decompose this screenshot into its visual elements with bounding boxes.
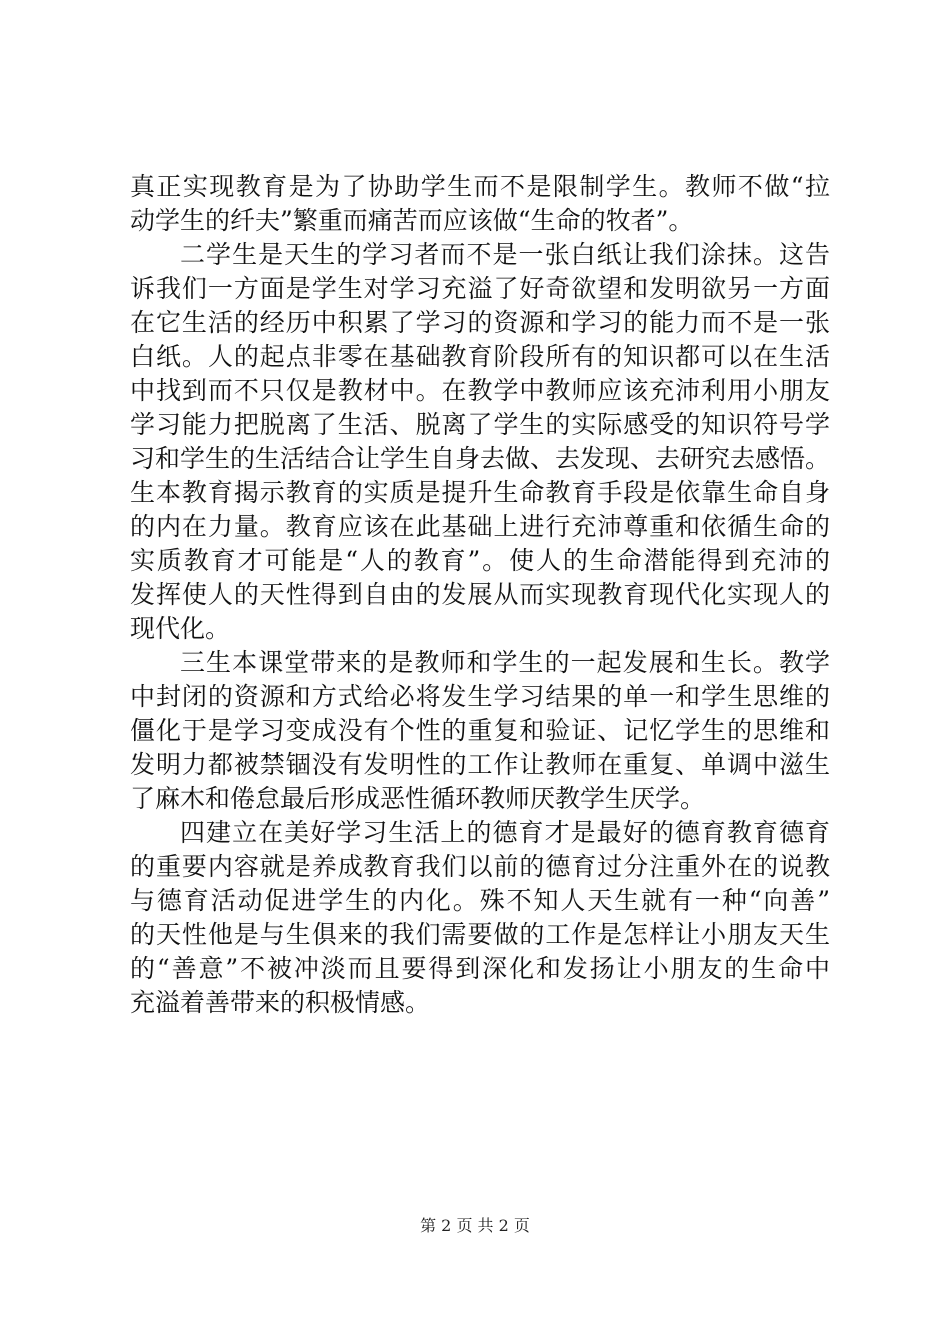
text-line: 僵化于是学习变成没有个性的重复和验证、记忆学生的思维和 — [130, 716, 830, 745]
text-line: 的“善意”不被冲淡而且要得到深化和发扬让小朋友的生命中 — [130, 954, 830, 983]
text-line: 的天性他是与生俱来的我们需要做的工作是怎样让小朋友天生 — [130, 920, 830, 949]
text-line: 实质教育才可能是“人的教育”。使人的生命潜能得到充沛的 — [130, 546, 830, 575]
text-line: 真正实现教育是为了协助学生而不是限制学生。教师不做“拉 — [130, 172, 830, 201]
text-line: 习和学生的生活结合让学生自身去做、去发现、去研究去感悟。 — [130, 444, 831, 473]
text-line: 发明力都被禁锢没有发明性的工作让教师在重复、单调中滋生 — [130, 750, 830, 779]
paragraph-start-line: 二学生是天生的学习者而不是一张白纸让我们涂抹。这告 — [180, 240, 830, 269]
text-line: 在它生活的经历中积累了学习的资源和学习的能力而不是一张 — [130, 308, 830, 337]
text-line: 学习能力把脱离了生活、脱离了学生的实际感受的知识符号学 — [130, 410, 830, 439]
text-line: 白纸。人的起点非零在基础教育阶段所有的知识都可以在生活 — [130, 342, 830, 371]
text-line: 生本教育揭示教育的实质是提升生命教育手段是依靠生命自身 — [130, 478, 830, 507]
paragraph-start-line: 四建立在美好学习生活上的德育才是最好的德育教育德育 — [180, 818, 830, 847]
document-body — [130, 170, 830, 1020]
text-line: 了麻木和倦怠最后形成恶性循环教师厌教学生厌学。 — [130, 784, 706, 813]
page-number-footer: 第 2 页 共 2 页 — [420, 1216, 530, 1235]
paragraph-start-line: 三生本课堂带来的是教师和学生的一起发展和生长。教学 — [180, 648, 830, 677]
text-line: 中封闭的资源和方式给必将发生学习结果的单一和学生思维的 — [130, 682, 830, 711]
text-line: 的重要内容就是养成教育我们以前的德育过分注重外在的说教 — [130, 852, 830, 881]
text-line: 与德育活动促进学生的内化。殊不知人天生就有一种“向善” — [130, 886, 830, 915]
text-line: 诉我们一方面是学生对学习充溢了好奇欲望和发明欲另一方面 — [130, 274, 830, 303]
text-line: 动学生的纤夫”繁重而痛苦而应该做“生命的牧者”。 — [130, 206, 694, 235]
text-line: 现代化。 — [130, 614, 231, 643]
text-line: 发挥使人的天性得到自由的发展从而实现教育现代化实现人的 — [130, 580, 830, 609]
text-line: 的内在力量。教育应该在此基础上进行充沛尊重和依循生命的 — [130, 512, 830, 541]
text-line: 充溢着善带来的积极情感。 — [130, 988, 431, 1017]
text-line: 中找到而不只仅是教材中。在教学中教师应该充沛利用小朋友 — [130, 376, 830, 405]
